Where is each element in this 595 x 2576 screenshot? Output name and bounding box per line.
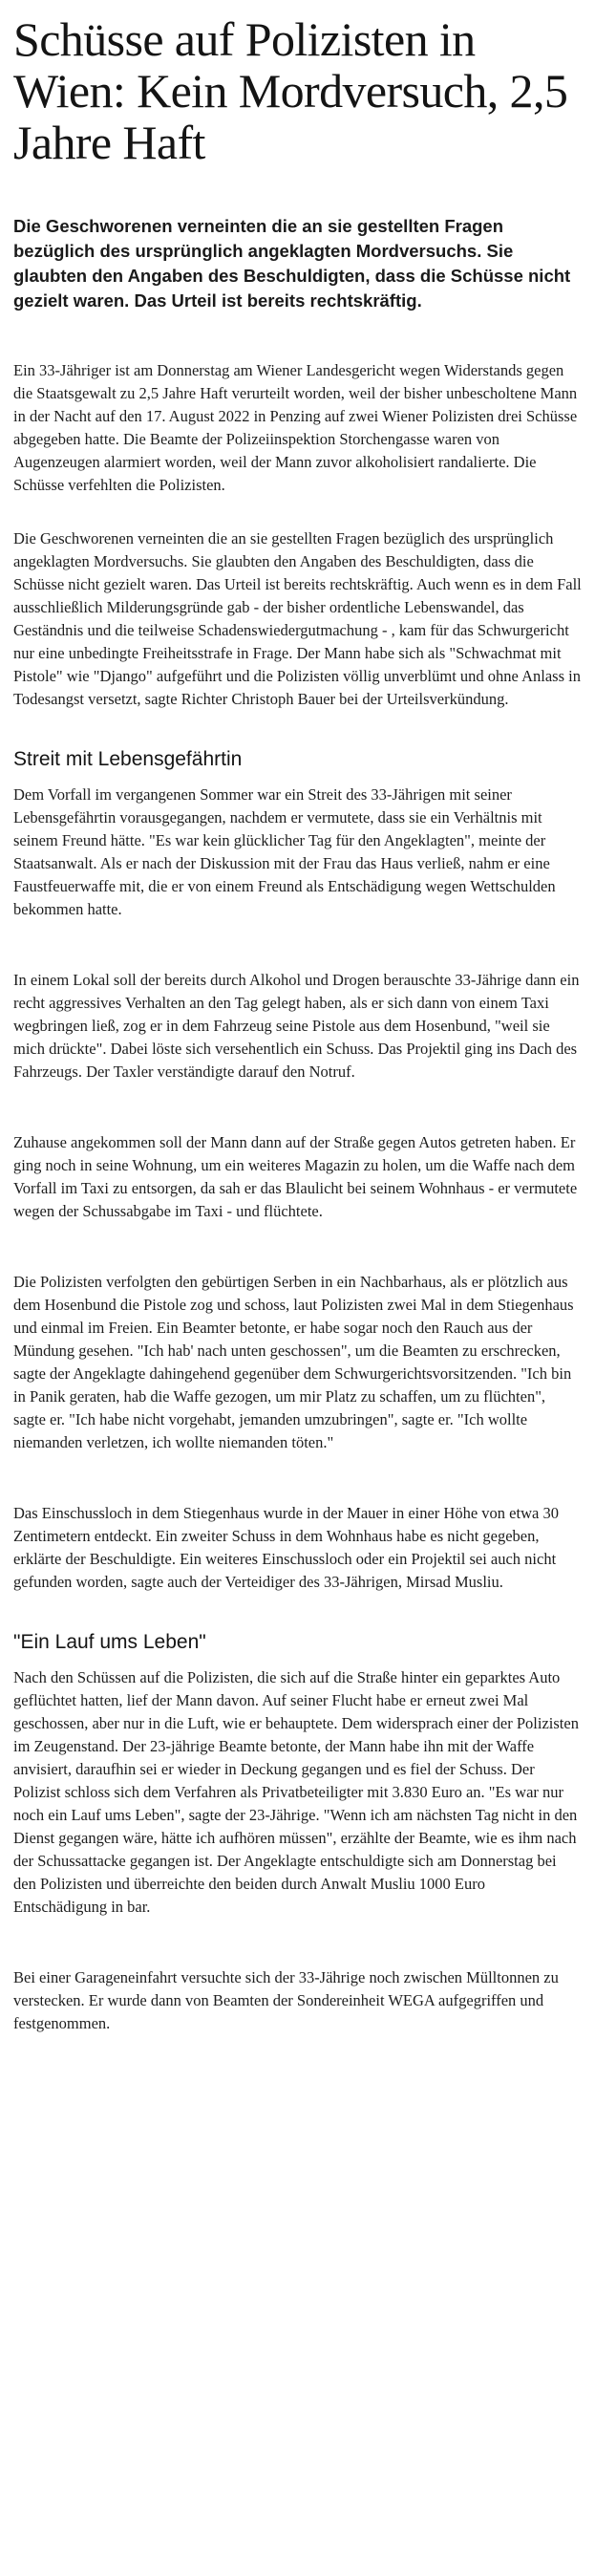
section-heading-streit: Streit mit Lebensgefährtin (13, 748, 243, 770)
article-paragraph: Zuhause angekommen soll der Mann dann auf der Straße gegen Autos getreten haben. Er ging noch in seine Wohnung, um ein weiteres Magazin zu holen, um die Waffe nach dem Vorfall im Taxi zu entsorgen, da sah er das Blaulicht bei seinem Wohnhaus - er vermutete wegen der Schussabgabe im Taxi - und flüchtete. (13, 1133, 578, 1220)
article-paragraph: Bei einer Garageneinfahrt versuchte sich der 33-Jährige noch zwischen Mülltonnen zu verstecken. Er wurde dann von Beamten der Sondereinheit WEGA aufgegriffen und festgenommen. (13, 1968, 559, 2032)
article-paragraph: Das Einschussloch in dem Stiegenhaus wurde in der Mauer in einer Höhe von etwa 30 Zentimetern entdeckt. Ein zweiter Schuss in dem Wohnhaus habe es nicht gegeben, erklärte der Beschuldigte. Ein weiteres Einschussloch oder ein Projektil sei auch nicht gefunden worden, sagte auch der Verteidiger des 33-Jährigen, Mirsad Musliu. (13, 1504, 559, 1591)
article-headline: Schüsse auf Polizisten in Wien: Kein Mordversuch, 2,5 Jahre Haft (13, 12, 568, 169)
section-heading-lauf-ums-leben: "Ein Lauf ums Leben" (13, 1631, 206, 1653)
article-paragraph: In einem Lokal soll der bereits durch Alkohol und Drogen berauschte 33-Jährige dann ein recht aggressives Verhalten an den Tag gelegt haben, als er sich dann von einem Taxi wegbringen ließ, zog er in dem Fahrzeug seine Pistole aus dem Hosenbund, "weil sie mich drückte". Dabei löste sich versehentlich ein Schuss. Das Projektil ging ins Dach des Fahrzeugs. Der Taxler verständigte darauf den Notruf. (13, 971, 580, 1081)
article-paragraph: Nach den Schüssen auf die Polizisten, die sich auf die Straße hinter ein geparktes Auto geflüchtet hatten, lief der Mann davon. Auf seiner Flucht habe er erneut zwei Mal geschossen, aber nur in die Luft, wie er behauptete. Dem widersprach einer der Polizisten im Zeugenstand. Der 23-jährige Beamte betonte, der Mann habe ihn mit der Waffe anvisiert, daraufhin sei er wieder in Deckung gegangen und es fiel der Schuss. Der Polizist schloss sich dem Verfahren als Privatbeteiligter mit 3.830 Euro an. "Es war nur noch ein Lauf ums Leben", sagte der 23-Jährige. "Wenn ich am nächsten Tag nicht in den Dienst gegangen wäre, hätte ich aufhören müssen", erzählte der Beamte, wie es ihm nach der Schussattacke gegangen ist. Der Angeklagte entschuldigte sich am Donnerstag bei den Polizisten und überreichte den beiden durch Anwalt Musliu 1000 Euro Entschädigung in bar. (13, 1668, 579, 1916)
article-lead: Die Geschworenen verneinten die an sie gestellten Fragen bezüglich des ursprünglich angeklagten Mordversuchs. Sie glaubten den Angaben des Beschuldigten, dass die Schüsse nicht gezielt waren. Das Urteil ist bereits rechtskräftig. (13, 216, 571, 311)
article-paragraph: Ein 33-Jähriger ist am Donnerstag am Wiener Landesgericht wegen Widerstands gegen die Staatsgewalt zu 2,5 Jahre Haft verurteilt worden, weil der bisher unbescholtene Mann in der Nacht auf den 17. August 2022 in Penzing auf zwei Wiener Polizisten drei Schüsse abgegeben hatte. Die Beamte der Polizeiinspektion Storchengasse waren von Augenzeugen alarmiert worden, weil der Mann zuvor alkoholisiert randalierte. Die Schüsse verfehlten die Polizisten. (13, 361, 578, 494)
article-paragraph: Dem Vorfall im vergangenen Sommer war ein Streit des 33-Jährigen mit seiner Lebensgefährtin vorausgegangen, nachdem er vermutete, dass sie ein Verhältnis mit seinem Freund hätte. "Es war kein glücklicher Tag für den Angeklagten", meinte der Staatsanwalt. Als er nach der Diskussion mit der Frau das Haus verließ, nahm er eine Faustfeuerwaffe mit, die er von einem Freund als Entschädigung wegen Wettschulden bekommen hatte. (13, 785, 556, 918)
article-paragraph: Die Geschworenen verneinten die an sie gestellten Fragen bezüglich des ursprünglich angeklagten Mordversuchs. Sie glaubten den Angaben des Beschuldigten, dass die Schüsse nicht gezielt waren. Das Urteil ist bereits rechtskräftig. Auch wenn es in dem Fall ausschließlich Milderungsgründe gab - der bisher ordentliche Lebenswandel, das Geständnis und die teilweise Schadenswiedergutmachung - , kam für das Schwurgericht nur eine unbedingte Freiheitsstrafe in Frage. Der Mann habe sich als "Schwachmat mit Pistole" wie "Django" aufgeführt und die Polizisten völlig unverblümt und ohne Anlass in Todesangst versetzt, sagte Richter Christoph Bauer bei der Urteilsverkündung. (13, 529, 582, 708)
article-paragraph: Die Polizisten verfolgten den gebürtigen Serben in ein Nachbarhaus, als er plötzlich aus dem Hosenbund die Pistole zog und schoss, laut Polizisten zwei Mal in dem Stiegenhaus und einmal im Freien. Ein Beamter betonte, er habe sogar noch den Rauch aus der Mündung gesehen. "Ich hab' nach unten geschossen", um die Beamten zu erschrecken, sagte der Angeklagte dahingehend gegenüber dem Schwurgerichtsvorsitzenden. "Ich bin in Panik geraten, hab die Waffe gezogen, um mir Platz zu schaffen, um zu flüchten", sagte er. "Ich habe nicht vorgehabt, jemanden umzubringen", sagte er. "Ich wollte niemanden verletzen, ich wollte niemanden töten." (13, 1273, 574, 1451)
